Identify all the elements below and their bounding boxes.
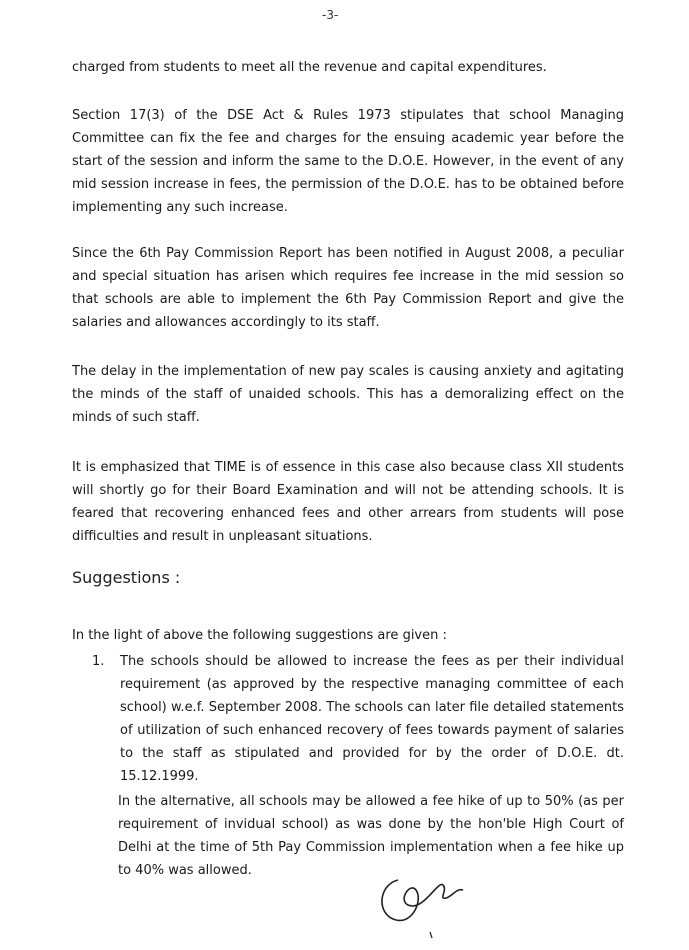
paragraph-pay-commission [72,242,624,334]
paragraph-continuation [72,56,624,79]
paragraph-text: The delay in the implementation of new pay scales is causing anxiety and agitating the minds of the staff of unaided schools. This has a demoralizing effect on the minds of such staff. [72,364,624,425]
paragraph-text: Section 17(3) of the DSE Act & Rules 1973 stipulates that school Managing Committee can fix the fee and charges for the ensuing academic year before the start of the session and inform the same to the D.O.E. However, in the event of any mid session increase in fees, the permission of the D.O.E. has to be obtained before implementing any such increase. [72,108,624,215]
suggestions-heading: Suggestions : [72,568,181,587]
paragraph-text: It is emphasized that TIME is of essence in this case also because class XII students will shortly go for their Board Examination and will not be attending schools. It is feared that recovering enhanced fees and other arrears from students will pose difficulties and result in unpleasant situations. [72,460,624,544]
paragraph-text: charged from students to meet all the revenue and capital expenditures. [72,60,547,75]
alternative-paragraph: In the alternative, all schools may be allowed a fee hike of up to 50% (as per requirement of invidual school) as was done by the hon'ble High Court of Delhi at the time of 5th Pay Commission implementation when a fee hike up to 40% was allowed. [118,794,624,878]
list-item [92,650,624,788]
paragraph-section-17 [72,104,624,219]
list-number: 1. [92,654,105,669]
paragraph-delay [72,360,624,429]
list-item-text: The schools should be allowed to increase the fees as per their individual requirement (as approved by the respective managing committee of each school) w.e.f. September 2008. The schools can later file detailed statements of utilization of such enhanced recovery of fees towards payment of salaries to the staff as stipulated and provided for by the order of D.O.E. dt. 15.12.1999. [120,654,624,784]
suggestions-intro: In the light of above the following suggestions are given : [72,628,447,643]
paragraph-time-essence [72,456,624,548]
page-number: -3- [322,8,339,22]
signature [368,860,488,940]
paragraph-text: Since the 6th Pay Commission Report has been notified in August 2008, a peculiar and special situation has arisen which requires fee increase in the mid session so that schools are able to implement the 6th Pay Commission Report and give the salaries and allowances accordingly to its staff. [72,246,624,330]
